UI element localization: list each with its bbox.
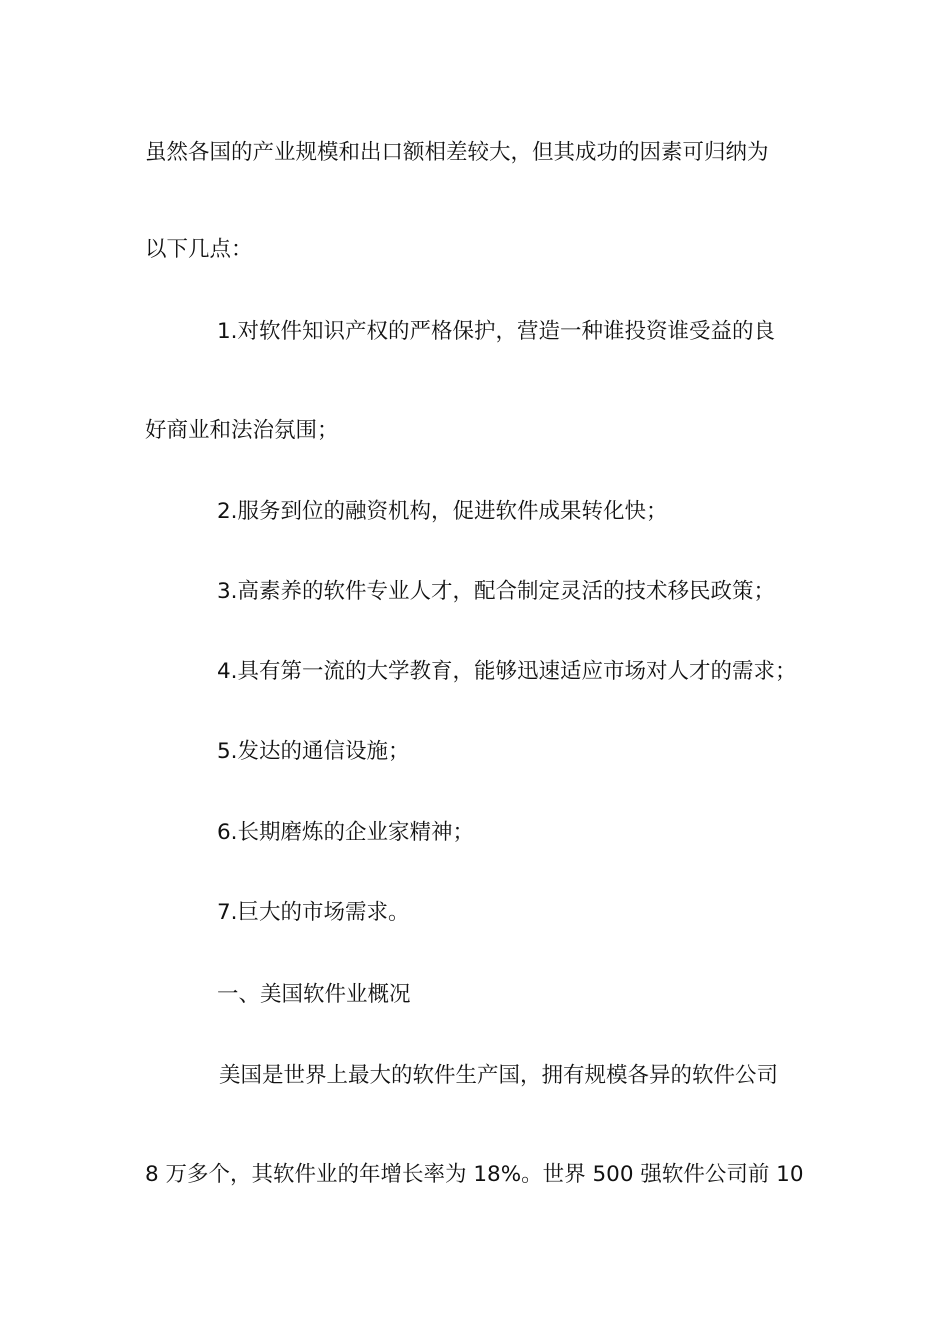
- list-item-4: 4.具有第一流的大学教育，能够迅速适应市场对人才的需求；: [217, 659, 797, 684]
- list-item-7: 7.巨大的市场需求。: [217, 900, 410, 925]
- paragraph-line-2: 以下几点：: [145, 237, 253, 262]
- list-item-3: 3.高素养的软件专业人才，配合制定灵活的技术移民政策；: [217, 579, 776, 604]
- list-item-2: 2.服务到位的融资机构，促进软件成果转化快；: [217, 499, 668, 524]
- list-item-1-line-1: 1.对软件知识产权的严格保护，营造一种谁投资谁受益的良: [217, 319, 776, 344]
- paragraph-line-1: 虽然各国的产业规模和出口额相差较大，但其成功的因素可归纳为: [145, 140, 769, 165]
- paragraph-2-line-1: 美国是世界上最大的软件生产国，拥有规模各异的软件公司: [219, 1063, 779, 1088]
- paragraph-2-line-2: 8 万多个，其软件业的年增长率为 18%。世界 500 强软件公司前 10: [145, 1162, 804, 1187]
- section-heading: 一、美国软件业概况: [217, 982, 411, 1007]
- list-item-6: 6.长期磨炼的企业家精神；: [217, 820, 475, 845]
- list-item-1-line-2: 好商业和法治氛围；: [145, 418, 339, 443]
- list-item-5: 5.发达的通信设施；: [217, 739, 410, 764]
